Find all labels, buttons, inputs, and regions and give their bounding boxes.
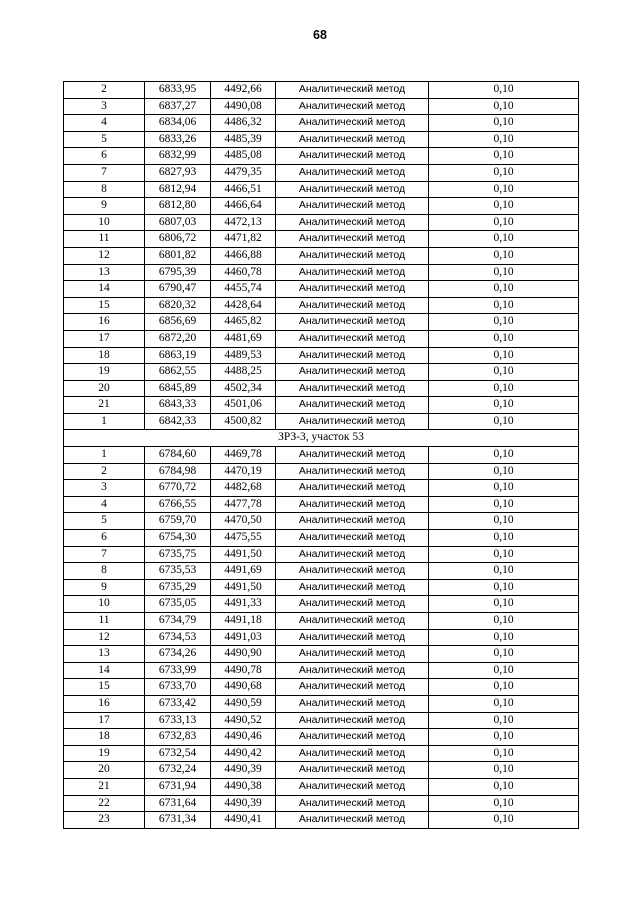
x-coordinate-cell: 6731,64 xyxy=(145,795,211,812)
y-coordinate-cell: 4490,90 xyxy=(211,646,276,663)
point-number-cell: 4 xyxy=(64,496,145,513)
accuracy-cell: 0,10 xyxy=(429,131,579,148)
x-coordinate-cell: 6754,30 xyxy=(145,530,211,547)
section-title: ЗРЗ-3, участок 53 xyxy=(64,430,579,447)
x-coordinate-cell: 6733,70 xyxy=(145,679,211,696)
table-row xyxy=(64,281,579,298)
accuracy-cell: 0,10 xyxy=(429,347,579,364)
y-coordinate-cell: 4490,46 xyxy=(211,729,276,746)
accuracy-cell: 0,10 xyxy=(429,712,579,729)
point-number-cell: 21 xyxy=(64,397,145,414)
method-cell: Аналитический метод xyxy=(276,364,429,381)
accuracy-cell: 0,10 xyxy=(429,812,579,829)
method-cell: Аналитический метод xyxy=(276,563,429,580)
accuracy-cell: 0,10 xyxy=(429,231,579,248)
method-cell: Аналитический метод xyxy=(276,778,429,795)
method-cell: Аналитический метод xyxy=(276,629,429,646)
method-cell: Аналитический метод xyxy=(276,214,429,231)
accuracy-cell: 0,10 xyxy=(429,214,579,231)
y-coordinate-cell: 4488,25 xyxy=(211,364,276,381)
method-cell: Аналитический метод xyxy=(276,198,429,215)
point-number-cell: 10 xyxy=(64,596,145,613)
page-number: 68 xyxy=(313,28,327,42)
accuracy-cell: 0,10 xyxy=(429,247,579,264)
accuracy-cell: 0,10 xyxy=(429,264,579,281)
x-coordinate-cell: 6812,80 xyxy=(145,198,211,215)
table-row xyxy=(64,231,579,248)
x-coordinate-cell: 6832,99 xyxy=(145,148,211,165)
method-cell: Аналитический метод xyxy=(276,447,429,464)
x-coordinate-cell: 6735,53 xyxy=(145,563,211,580)
method-cell: Аналитический метод xyxy=(276,646,429,663)
x-coordinate-cell: 6731,94 xyxy=(145,778,211,795)
table-row xyxy=(64,380,579,397)
x-coordinate-cell: 6733,42 xyxy=(145,695,211,712)
x-coordinate-cell: 6735,29 xyxy=(145,579,211,596)
point-number-cell: 17 xyxy=(64,712,145,729)
method-cell: Аналитический метод xyxy=(276,662,429,679)
point-number-cell: 20 xyxy=(64,380,145,397)
table-row xyxy=(64,413,579,430)
x-coordinate-cell: 6732,54 xyxy=(145,745,211,762)
y-coordinate-cell: 4491,33 xyxy=(211,596,276,613)
method-cell: Аналитический метод xyxy=(276,413,429,430)
x-coordinate-cell: 6833,26 xyxy=(145,131,211,148)
table-row xyxy=(64,247,579,264)
method-cell: Аналитический метод xyxy=(276,131,429,148)
table-row xyxy=(64,596,579,613)
accuracy-cell: 0,10 xyxy=(429,662,579,679)
point-number-cell: 23 xyxy=(64,812,145,829)
point-number-cell: 18 xyxy=(64,347,145,364)
y-coordinate-cell: 4471,82 xyxy=(211,231,276,248)
point-number-cell: 10 xyxy=(64,214,145,231)
x-coordinate-cell: 6807,03 xyxy=(145,214,211,231)
accuracy-cell: 0,10 xyxy=(429,613,579,630)
y-coordinate-cell: 4489,53 xyxy=(211,347,276,364)
table-row xyxy=(64,546,579,563)
point-number-cell: 2 xyxy=(64,82,145,99)
method-cell: Аналитический метод xyxy=(276,795,429,812)
point-number-cell: 22 xyxy=(64,795,145,812)
method-cell: Аналитический метод xyxy=(276,695,429,712)
point-number-cell: 5 xyxy=(64,131,145,148)
point-number-cell: 12 xyxy=(64,247,145,264)
table-row xyxy=(64,131,579,148)
table-row xyxy=(64,181,579,198)
point-number-cell: 11 xyxy=(64,231,145,248)
method-cell: Аналитический метод xyxy=(276,297,429,314)
y-coordinate-cell: 4455,74 xyxy=(211,281,276,298)
method-cell: Аналитический метод xyxy=(276,164,429,181)
y-coordinate-cell: 4485,39 xyxy=(211,131,276,148)
y-coordinate-cell: 4490,39 xyxy=(211,762,276,779)
point-number-cell: 21 xyxy=(64,778,145,795)
y-coordinate-cell: 4486,32 xyxy=(211,115,276,132)
x-coordinate-cell: 6733,99 xyxy=(145,662,211,679)
table-row xyxy=(64,579,579,596)
accuracy-cell: 0,10 xyxy=(429,480,579,497)
point-number-cell: 3 xyxy=(64,98,145,115)
accuracy-cell: 0,10 xyxy=(429,463,579,480)
y-coordinate-cell: 4460,78 xyxy=(211,264,276,281)
method-cell: Аналитический метод xyxy=(276,480,429,497)
method-cell: Аналитический метод xyxy=(276,762,429,779)
method-cell: Аналитический метод xyxy=(276,347,429,364)
x-coordinate-cell: 6766,55 xyxy=(145,496,211,513)
table-row xyxy=(64,198,579,215)
table-row xyxy=(64,745,579,762)
x-coordinate-cell: 6734,26 xyxy=(145,646,211,663)
accuracy-cell: 0,10 xyxy=(429,646,579,663)
point-number-cell: 19 xyxy=(64,364,145,381)
method-cell: Аналитический метод xyxy=(276,463,429,480)
accuracy-cell: 0,10 xyxy=(429,281,579,298)
y-coordinate-cell: 4479,35 xyxy=(211,164,276,181)
table-row xyxy=(64,812,579,829)
x-coordinate-cell: 6759,70 xyxy=(145,513,211,530)
method-cell: Аналитический метод xyxy=(276,530,429,547)
accuracy-cell: 0,10 xyxy=(429,778,579,795)
point-number-cell: 11 xyxy=(64,613,145,630)
x-coordinate-cell: 6872,20 xyxy=(145,330,211,347)
table-row xyxy=(64,762,579,779)
x-coordinate-cell: 6827,93 xyxy=(145,164,211,181)
method-cell: Аналитический метод xyxy=(276,546,429,563)
method-cell: Аналитический метод xyxy=(276,115,429,132)
point-number-cell: 19 xyxy=(64,745,145,762)
x-coordinate-cell: 6837,27 xyxy=(145,98,211,115)
x-coordinate-cell: 6856,69 xyxy=(145,314,211,331)
accuracy-cell: 0,10 xyxy=(429,563,579,580)
method-cell: Аналитический метод xyxy=(276,181,429,198)
accuracy-cell: 0,10 xyxy=(429,745,579,762)
x-coordinate-cell: 6734,53 xyxy=(145,629,211,646)
point-number-cell: 9 xyxy=(64,198,145,215)
table-row xyxy=(64,795,579,812)
point-number-cell: 1 xyxy=(64,413,145,430)
accuracy-cell: 0,10 xyxy=(429,530,579,547)
table-row xyxy=(64,679,579,696)
method-cell: Аналитический метод xyxy=(276,247,429,264)
point-number-cell: 15 xyxy=(64,679,145,696)
coordinates-table xyxy=(63,81,579,829)
accuracy-cell: 0,10 xyxy=(429,413,579,430)
method-cell: Аналитический метод xyxy=(276,330,429,347)
accuracy-cell: 0,10 xyxy=(429,729,579,746)
accuracy-cell: 0,10 xyxy=(429,579,579,596)
point-number-cell: 3 xyxy=(64,480,145,497)
method-cell: Аналитический метод xyxy=(276,596,429,613)
method-cell: Аналитический метод xyxy=(276,380,429,397)
x-coordinate-cell: 6801,82 xyxy=(145,247,211,264)
x-coordinate-cell: 6820,32 xyxy=(145,297,211,314)
table-row xyxy=(64,297,579,314)
x-coordinate-cell: 6735,75 xyxy=(145,546,211,563)
point-number-cell: 18 xyxy=(64,729,145,746)
table-row xyxy=(64,148,579,165)
y-coordinate-cell: 4485,08 xyxy=(211,148,276,165)
point-number-cell: 5 xyxy=(64,513,145,530)
y-coordinate-cell: 4490,39 xyxy=(211,795,276,812)
point-number-cell: 17 xyxy=(64,330,145,347)
x-coordinate-cell: 6843,33 xyxy=(145,397,211,414)
y-coordinate-cell: 4490,78 xyxy=(211,662,276,679)
y-coordinate-cell: 4491,03 xyxy=(211,629,276,646)
point-number-cell: 9 xyxy=(64,579,145,596)
accuracy-cell: 0,10 xyxy=(429,397,579,414)
y-coordinate-cell: 4490,38 xyxy=(211,778,276,795)
accuracy-cell: 0,10 xyxy=(429,546,579,563)
method-cell: Аналитический метод xyxy=(276,264,429,281)
table-row xyxy=(64,646,579,663)
table-row xyxy=(64,98,579,115)
table-row xyxy=(64,629,579,646)
table-row xyxy=(64,447,579,464)
table-row xyxy=(64,214,579,231)
method-cell: Аналитический метод xyxy=(276,496,429,513)
y-coordinate-cell: 4492,66 xyxy=(211,82,276,99)
point-number-cell: 7 xyxy=(64,546,145,563)
table-row xyxy=(64,729,579,746)
point-number-cell: 6 xyxy=(64,530,145,547)
method-cell: Аналитический метод xyxy=(276,314,429,331)
method-cell: Аналитический метод xyxy=(276,812,429,829)
y-coordinate-cell: 4491,18 xyxy=(211,613,276,630)
x-coordinate-cell: 6863,19 xyxy=(145,347,211,364)
method-cell: Аналитический метод xyxy=(276,579,429,596)
point-number-cell: 8 xyxy=(64,181,145,198)
point-number-cell: 2 xyxy=(64,463,145,480)
y-coordinate-cell: 4490,42 xyxy=(211,745,276,762)
y-coordinate-cell: 4466,51 xyxy=(211,181,276,198)
x-coordinate-cell: 6842,33 xyxy=(145,413,211,430)
x-coordinate-cell: 6733,13 xyxy=(145,712,211,729)
method-cell: Аналитический метод xyxy=(276,98,429,115)
table-row xyxy=(64,662,579,679)
table-row xyxy=(64,778,579,795)
point-number-cell: 7 xyxy=(64,164,145,181)
x-coordinate-cell: 6731,34 xyxy=(145,812,211,829)
table-row xyxy=(64,563,579,580)
accuracy-cell: 0,10 xyxy=(429,98,579,115)
y-coordinate-cell: 4469,78 xyxy=(211,447,276,464)
point-number-cell: 20 xyxy=(64,762,145,779)
y-coordinate-cell: 4481,69 xyxy=(211,330,276,347)
point-number-cell: 15 xyxy=(64,297,145,314)
accuracy-cell: 0,10 xyxy=(429,496,579,513)
y-coordinate-cell: 4491,69 xyxy=(211,563,276,580)
accuracy-cell: 0,10 xyxy=(429,596,579,613)
y-coordinate-cell: 4491,50 xyxy=(211,579,276,596)
x-coordinate-cell: 6784,60 xyxy=(145,447,211,464)
accuracy-cell: 0,10 xyxy=(429,513,579,530)
method-cell: Аналитический метод xyxy=(276,281,429,298)
accuracy-cell: 0,10 xyxy=(429,695,579,712)
table-row xyxy=(64,480,579,497)
accuracy-cell: 0,10 xyxy=(429,447,579,464)
accuracy-cell: 0,10 xyxy=(429,115,579,132)
x-coordinate-cell: 6732,24 xyxy=(145,762,211,779)
accuracy-cell: 0,10 xyxy=(429,762,579,779)
y-coordinate-cell: 4490,59 xyxy=(211,695,276,712)
coordinates-table-body xyxy=(64,82,579,829)
method-cell: Аналитический метод xyxy=(276,397,429,414)
y-coordinate-cell: 4472,13 xyxy=(211,214,276,231)
point-number-cell: 8 xyxy=(64,563,145,580)
y-coordinate-cell: 4465,82 xyxy=(211,314,276,331)
point-number-cell: 4 xyxy=(64,115,145,132)
x-coordinate-cell: 6833,95 xyxy=(145,82,211,99)
method-cell: Аналитический метод xyxy=(276,613,429,630)
x-coordinate-cell: 6770,72 xyxy=(145,480,211,497)
table-row xyxy=(64,513,579,530)
table-row xyxy=(64,712,579,729)
table-row xyxy=(64,496,579,513)
accuracy-cell: 0,10 xyxy=(429,679,579,696)
x-coordinate-cell: 6812,94 xyxy=(145,181,211,198)
table-row xyxy=(64,264,579,281)
point-number-cell: 14 xyxy=(64,662,145,679)
table-row xyxy=(64,530,579,547)
y-coordinate-cell: 4482,68 xyxy=(211,480,276,497)
y-coordinate-cell: 4428,64 xyxy=(211,297,276,314)
accuracy-cell: 0,10 xyxy=(429,198,579,215)
accuracy-cell: 0,10 xyxy=(429,181,579,198)
table-row xyxy=(64,613,579,630)
y-coordinate-cell: 4491,50 xyxy=(211,546,276,563)
point-number-cell: 6 xyxy=(64,148,145,165)
table-row xyxy=(64,314,579,331)
accuracy-cell: 0,10 xyxy=(429,148,579,165)
table-row xyxy=(64,463,579,480)
table-row xyxy=(64,347,579,364)
y-coordinate-cell: 4490,41 xyxy=(211,812,276,829)
method-cell: Аналитический метод xyxy=(276,513,429,530)
table-row xyxy=(64,115,579,132)
point-number-cell: 12 xyxy=(64,629,145,646)
method-cell: Аналитический метод xyxy=(276,679,429,696)
x-coordinate-cell: 6806,72 xyxy=(145,231,211,248)
method-cell: Аналитический метод xyxy=(276,745,429,762)
x-coordinate-cell: 6845,89 xyxy=(145,380,211,397)
accuracy-cell: 0,10 xyxy=(429,314,579,331)
x-coordinate-cell: 6784,98 xyxy=(145,463,211,480)
y-coordinate-cell: 4490,68 xyxy=(211,679,276,696)
y-coordinate-cell: 4466,64 xyxy=(211,198,276,215)
point-number-cell: 13 xyxy=(64,264,145,281)
method-cell: Аналитический метод xyxy=(276,729,429,746)
accuracy-cell: 0,10 xyxy=(429,297,579,314)
table-row xyxy=(64,330,579,347)
accuracy-cell: 0,10 xyxy=(429,795,579,812)
method-cell: Аналитический метод xyxy=(276,148,429,165)
y-coordinate-cell: 4470,50 xyxy=(211,513,276,530)
y-coordinate-cell: 4475,55 xyxy=(211,530,276,547)
table-row xyxy=(64,397,579,414)
x-coordinate-cell: 6795,39 xyxy=(145,264,211,281)
y-coordinate-cell: 4490,52 xyxy=(211,712,276,729)
method-cell: Аналитический метод xyxy=(276,231,429,248)
method-cell: Аналитический метод xyxy=(276,82,429,99)
point-number-cell: 13 xyxy=(64,646,145,663)
y-coordinate-cell: 4477,78 xyxy=(211,496,276,513)
accuracy-cell: 0,10 xyxy=(429,380,579,397)
point-number-cell: 14 xyxy=(64,281,145,298)
table-row xyxy=(64,695,579,712)
x-coordinate-cell: 6790,47 xyxy=(145,281,211,298)
x-coordinate-cell: 6862,55 xyxy=(145,364,211,381)
x-coordinate-cell: 6735,05 xyxy=(145,596,211,613)
x-coordinate-cell: 6732,83 xyxy=(145,729,211,746)
table-row xyxy=(64,364,579,381)
method-cell: Аналитический метод xyxy=(276,712,429,729)
point-number-cell: 16 xyxy=(64,314,145,331)
x-coordinate-cell: 6734,79 xyxy=(145,613,211,630)
table-row xyxy=(64,82,579,99)
accuracy-cell: 0,10 xyxy=(429,164,579,181)
y-coordinate-cell: 4502,34 xyxy=(211,380,276,397)
accuracy-cell: 0,10 xyxy=(429,364,579,381)
x-coordinate-cell: 6834,06 xyxy=(145,115,211,132)
y-coordinate-cell: 4466,88 xyxy=(211,247,276,264)
point-number-cell: 1 xyxy=(64,447,145,464)
y-coordinate-cell: 4490,08 xyxy=(211,98,276,115)
point-number-cell: 16 xyxy=(64,695,145,712)
accuracy-cell: 0,10 xyxy=(429,330,579,347)
accuracy-cell: 0,10 xyxy=(429,82,579,99)
accuracy-cell: 0,10 xyxy=(429,629,579,646)
y-coordinate-cell: 4501,06 xyxy=(211,397,276,414)
y-coordinate-cell: 4500,82 xyxy=(211,413,276,430)
table-row xyxy=(64,164,579,181)
y-coordinate-cell: 4470,19 xyxy=(211,463,276,480)
section-header-row xyxy=(64,430,579,447)
